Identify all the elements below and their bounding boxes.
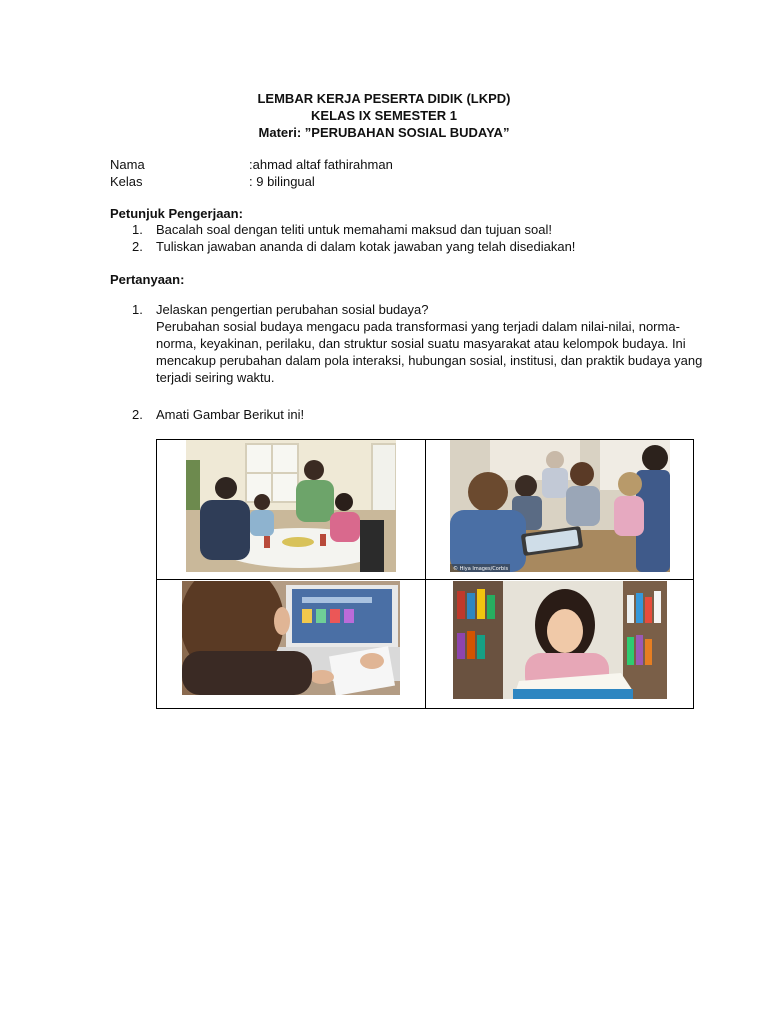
grid-divider-horizontal (157, 579, 693, 580)
question-text: Jelaskan pengertian perubahan sosial budaya? (156, 302, 429, 317)
header-title: LEMBAR KERJA PESERTA DIDIK (LKPD) (257, 91, 511, 106)
family-dinner-photo (186, 440, 396, 572)
instruction-number: 1. (132, 222, 143, 237)
instruction-number: 2. (132, 239, 143, 254)
class-label: Kelas (110, 174, 143, 189)
image-grid (156, 439, 694, 709)
instruction-text: Bacalah soal dengan teliti untuk memahami maksud dan tujuan soal! (156, 222, 553, 237)
library-reading-photo (453, 581, 667, 699)
instructions-title: Petunjuk Pengerjaan: (110, 206, 243, 221)
header-subject: Materi: ”PERUBAHAN SOSIAL BUDAYA” (258, 125, 510, 140)
laptop-study-photo (182, 581, 400, 695)
worksheet-header (0, 90, 768, 141)
question-number: 1. (132, 302, 143, 317)
questions-title: Pertanyaan: (110, 272, 185, 287)
header-class: KELAS IX SEMESTER 1 (311, 108, 457, 123)
question-number: 2. (132, 407, 143, 422)
answer-text: Perubahan sosial budaya mengacu pada transformasi yang terjadi dalam nilai-nilai, norma-norma, keyakinan, perilaku, dan struktur sosial suatu masyarakat atau kelompok budaya. Ini mencakup perubahan dalam pola interaksi, hubungan sosial, institusi, dan praktik budaya yang terjadi seiring waktu. (156, 319, 703, 385)
tablet-group-photo (450, 440, 670, 572)
watermark-text: © Hiya Images/Corbis (453, 566, 509, 572)
instruction-text: Tuliskan jawaban ananda di dalam kotak jawaban yang telah disediakan! (156, 239, 576, 254)
question-text: Amati Gambar Berikut ini! (156, 407, 305, 422)
grid-divider-vertical (425, 440, 426, 708)
class-value: : 9 bilingual (249, 174, 315, 189)
name-value: :ahmad altaf fathirahman (249, 157, 393, 172)
name-label: Nama (110, 157, 145, 172)
